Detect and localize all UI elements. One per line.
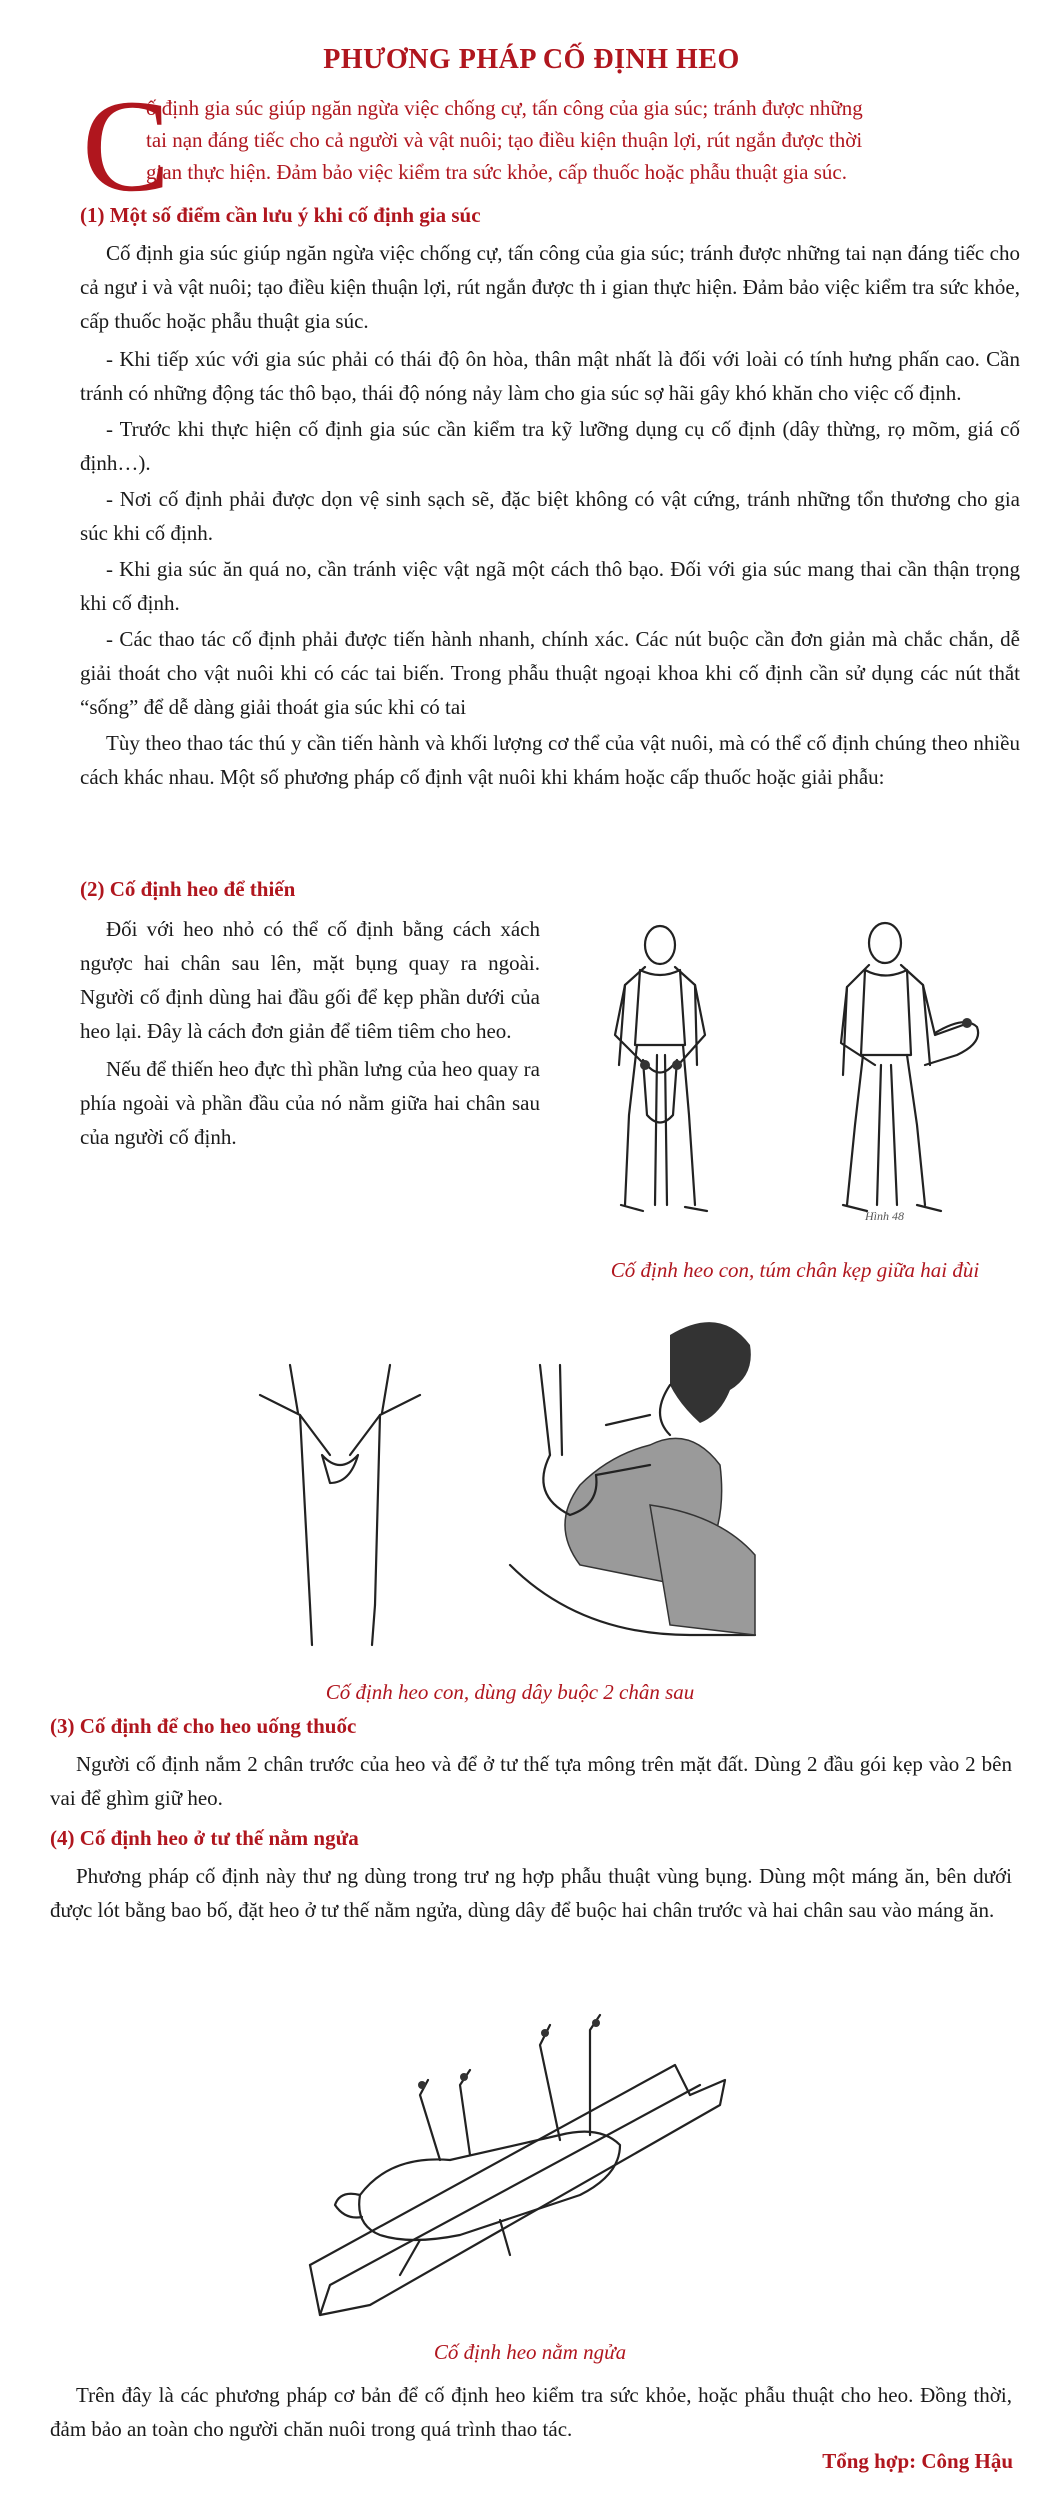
person-injecting-drawing <box>510 1322 755 1635</box>
caption-rope-tied: Cố định heo con, dùng dây buộc 2 chân sau <box>325 1680 695 1704</box>
caption-pig-on-back: Cố định heo nằm ngửa <box>433 2340 627 2364</box>
piglet-holding-illustration <box>585 915 1025 1230</box>
section2-body <box>80 912 540 1154</box>
section3-paragraph: Người cố định nắm 2 chân trước của heo và để ở tư thế tựa mông trên mặt đất. Dùng 2 đầu gói kẹp vào 2 bên vai để ghìm giữ heo. <box>50 1752 1012 1810</box>
conclusion-body <box>50 2378 1012 2446</box>
section1-paragraph: Tùy theo thao tác thú y cần tiến hành và khối lượng cơ thể của vật nuôi, mà có thể cố định chúng theo nhiều cách khác nhau. Một số phương pháp cố định vật nuôi khi khám hoặc cấp thuốc hoặc giải phẫu: <box>80 731 1020 789</box>
conclusion-paragraph: Trên đây là các phương pháp cơ bản để cố định heo kiểm tra sức khỏe, hoặc phẫu thuật cho heo. Đồng thời, đảm bảo an toàn cho người chăn nuôi trong quá trình thao tác. <box>50 2383 1012 2441</box>
intro-line: tai nạn đáng tiếc cho cả người và vật nuôi; tạo điều kiện thuận lợi, rút ngắn được thời <box>146 128 863 152</box>
section4-body <box>50 1859 1012 1927</box>
section1-heading: (1) Một số điểm cần lưu ý khi cố định gia súc <box>80 203 481 227</box>
intro-line: ố định gia súc giúp ngăn ngừa việc chống cự, tấn công của gia súc; tránh được những <box>146 96 863 120</box>
figure-label: Hình 48 <box>865 1209 904 1223</box>
pig-drawing <box>335 2015 620 2275</box>
intro-text <box>146 92 1012 188</box>
man-figure-2 <box>841 923 978 1211</box>
section3-heading: (3) Cố định để cho heo uống thuốc <box>50 1714 357 1738</box>
article-title: PHƯƠNG PHÁP CỐ ĐỊNH HEO <box>323 44 740 75</box>
rope-frame-drawing <box>260 1365 420 1645</box>
section1-paragraph: - Khi tiếp xúc với gia súc phải có thái độ ôn hòa, thân mật nhất là đối với loài có tính hưng phấn cao. Cần tránh có những động tác thô bạo, thái độ nóng nảy làm cho gia súc sợ hãi gây khó khăn cho việc cố định. <box>80 347 1020 405</box>
section1-body <box>80 236 1020 794</box>
rope-tied-piglet-illustration <box>250 1305 770 1660</box>
caption-piglet-holding: Cố định heo con, túm chân kẹp giữa hai đùi <box>610 1258 980 1282</box>
article-credit: Tổng hợp: Công Hậu <box>822 2449 1013 2473</box>
pig-on-back-illustration <box>300 1985 740 2325</box>
man-figure-1 <box>615 926 707 1211</box>
section2-heading: (2) Cố định heo để thiến <box>80 877 296 901</box>
section2-paragraph: Đối với heo nhỏ có thể cố định bằng cách xách ngược hai chân sau lên, mặt bụng quay ra ngoài. Người cố định dùng hai đầu gối để kẹp phần dưới của heo lại. Đây là cách đơn giản để tiêm tiêm cho heo. <box>80 917 540 1043</box>
section3-body <box>50 1747 1012 1815</box>
trough-drawing <box>310 2065 725 2315</box>
section1-paragraph: - Khi gia súc ăn quá no, cần tránh việc vật ngã một cách thô bạo. Đối với gia súc mang thai cần thận trọng khi cố định. <box>80 557 1020 615</box>
intro-line: gian thực hiện. Đảm bảo việc kiểm tra sức khỏe, cấp thuốc hoặc phẫu thuật gia súc. <box>146 160 847 184</box>
section1-paragraph: - Nơi cố định phải được dọn vệ sinh sạch sẽ, đặc biệt không có vật cứng, tránh những tổn thương cho gia súc khi cố định. <box>80 487 1020 545</box>
section4-paragraph: Phương pháp cố định này thư ng dùng trong trư ng hợp phẫu thuật vùng bụng. Dùng một máng ăn, bên dưới được lót bằng bao bố, đặt heo ở tư thế nằm ngửa, dùng dây để buộc hai chân trước và hai chân sau vào máng ăn. <box>50 1864 1012 1922</box>
section1-paragraph: - Trước khi thực hiện cố định gia súc cần kiểm tra kỹ lưỡng dụng cụ cố định (dây thừng, rọ mõm, giá cố định…). <box>80 417 1020 475</box>
section4-heading: (4) Cố định heo ở tư thế nằm ngửa <box>50 1826 359 1850</box>
section1-paragraph: Cố định gia súc giúp ngăn ngừa việc chống cự, tấn công của gia súc; tránh được những tai nạn đáng tiếc cho cả ngư i và vật nuôi; tạo điều kiện thuận lợi, rút ngắn được th i gian thực hiện. Đảm bảo việc kiểm tra sức khỏe, cấp thuốc hoặc phẫu thuật gia súc. <box>80 241 1020 333</box>
section1-paragraph: - Các thao tác cố định phải được tiến hành nhanh, chính xác. Các nút buộc cần đơn giản mà chắc chắn, dễ giải thoát cho vật nuôi khi có các tai biến. Trong phẫu thuật ngoại khoa khi cố định cần sử dụng các nút thắt “sống” để dễ dàng giải thoát gia súc khi có tai <box>80 627 1020 719</box>
section2-paragraph: Nếu để thiến heo đực thì phần lưng của heo quay ra phía ngoài và phần đầu của nó nằm giữa hai chân sau của người cố định. <box>80 1057 540 1149</box>
drop-cap: C <box>82 72 171 219</box>
